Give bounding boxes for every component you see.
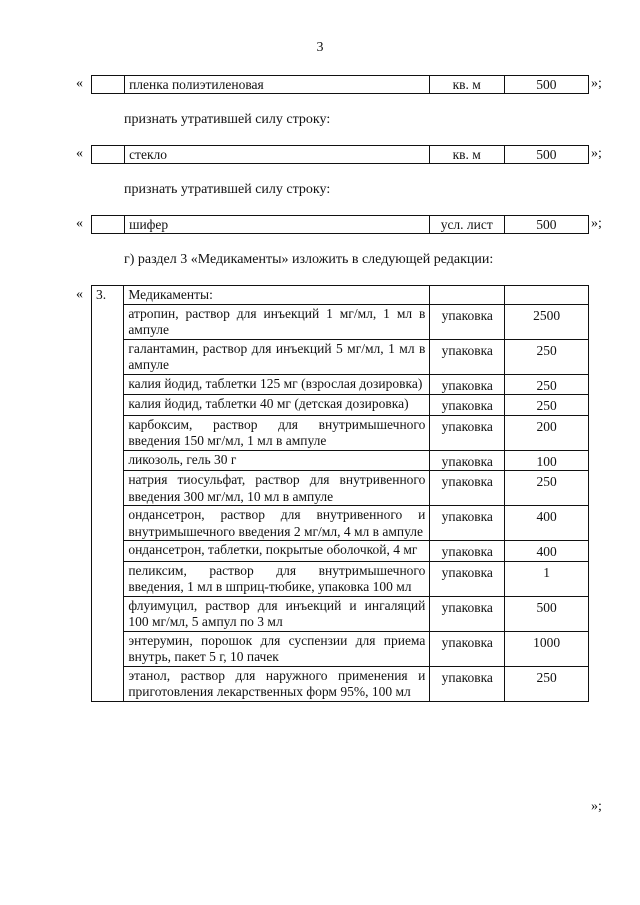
item-unit: упаковка bbox=[430, 450, 505, 471]
item-qty: 200 bbox=[505, 415, 589, 450]
medicines-table bbox=[91, 285, 589, 702]
open-quote: « bbox=[76, 287, 83, 302]
item-unit: упаковка bbox=[430, 339, 505, 374]
item-unit: упаковка bbox=[430, 304, 505, 339]
close-quote: »; bbox=[591, 76, 602, 91]
item-qty: 250 bbox=[505, 374, 589, 395]
item-qty: 250 bbox=[505, 471, 589, 506]
table-row bbox=[92, 596, 589, 631]
close-quote: »; bbox=[591, 146, 602, 161]
strike-intro: признать утратившей силу строку: bbox=[124, 182, 331, 197]
item-unit: упаковка bbox=[430, 541, 505, 562]
table-row bbox=[92, 339, 589, 374]
item-name: натрия тиосульфат, раствор для внутривенного введения 300 мг/мл, 10 мл в ампуле bbox=[124, 471, 430, 506]
item-name: энтерумин, порошок для суспензии для приема внутрь, пакет 5 г, 10 пачек bbox=[124, 631, 430, 666]
item-unit: упаковка bbox=[430, 415, 505, 450]
item-unit: упаковка bbox=[430, 506, 505, 541]
table-row bbox=[92, 415, 589, 450]
item-qty: 250 bbox=[505, 666, 589, 701]
item-unit bbox=[430, 286, 505, 305]
item-unit: усл. лист bbox=[429, 216, 504, 234]
item-unit: кв. м bbox=[429, 146, 504, 164]
table-row bbox=[92, 395, 589, 416]
item-unit: упаковка bbox=[430, 374, 505, 395]
table-row bbox=[92, 541, 589, 562]
table-row bbox=[92, 304, 589, 339]
item-name: галантамин, раствор для инъекций 5 мг/мл, 1 мл в ампуле bbox=[124, 339, 430, 374]
item-name: калия йодид, таблетки 40 мг (детская дозировка) bbox=[124, 395, 430, 416]
item-qty: 250 bbox=[505, 395, 589, 416]
item-name: ликозоль, гель 30 г bbox=[124, 450, 430, 471]
row-number-cell bbox=[92, 146, 125, 164]
table-row bbox=[92, 374, 589, 395]
item-name: стекло bbox=[125, 146, 430, 164]
page-number: 3 bbox=[316, 40, 324, 55]
item-name: калия йодид, таблетки 125 мг (взрослая дозировка) bbox=[124, 374, 430, 395]
open-quote: « bbox=[76, 76, 83, 91]
item-name: пеликсим, раствор для внутримышечного введения, 1 мл в шприц-тюбике, упаковка 100 мл bbox=[124, 561, 430, 596]
item-unit: упаковка bbox=[430, 666, 505, 701]
item-name: ондансетрон, таблетки, покрытые оболочкой, 4 мг bbox=[124, 541, 430, 562]
item-name: ондансетрон, раствор для внутривенного и внутримышечного введения 2 мг/мл, 4 мл в ампуле bbox=[124, 506, 430, 541]
item-name: атропин, раствор для инъекций 1 мг/мл, 1 мл в ампуле bbox=[124, 304, 430, 339]
table-row bbox=[92, 286, 589, 305]
section-intro: г) раздел 3 «Медикаменты» изложить в следующей редакции: bbox=[124, 252, 494, 267]
table-row bbox=[92, 631, 589, 666]
item-qty: 1 bbox=[505, 561, 589, 596]
item-qty: 250 bbox=[505, 339, 589, 374]
item-qty: 400 bbox=[505, 506, 589, 541]
row-number-cell bbox=[92, 76, 125, 94]
table-row bbox=[92, 471, 589, 506]
section-number: 3. bbox=[92, 286, 124, 702]
item-qty: 2500 bbox=[505, 304, 589, 339]
close-quote: »; bbox=[591, 216, 602, 231]
table-row bbox=[92, 666, 589, 701]
strike-row-3 bbox=[91, 215, 589, 234]
strike-row-1 bbox=[91, 75, 589, 94]
item-unit: упаковка bbox=[430, 561, 505, 596]
strike-intro: признать утратившей силу строку: bbox=[124, 112, 331, 127]
strike-row-2 bbox=[91, 145, 589, 164]
section-heading: Медикаменты: bbox=[124, 286, 430, 305]
item-qty: 500 bbox=[505, 596, 589, 631]
table-row bbox=[92, 561, 589, 596]
table-row bbox=[92, 450, 589, 471]
close-quote: »; bbox=[591, 799, 602, 814]
item-name: этанол, раствор для наружного применения и приготовления лекарственных форм 95%, 100 мл bbox=[124, 666, 430, 701]
open-quote: « bbox=[76, 216, 83, 231]
item-qty: 400 bbox=[505, 541, 589, 562]
item-name: пленка полиэтиленовая bbox=[125, 76, 430, 94]
item-name: карбоксим, раствор для внутримышечного введения 150 мг/мл, 1 мл в ампуле bbox=[124, 415, 430, 450]
item-qty: 500 bbox=[504, 216, 588, 234]
item-unit: кв. м bbox=[429, 76, 504, 94]
item-qty: 500 bbox=[504, 146, 588, 164]
open-quote: « bbox=[76, 146, 83, 161]
row-number-cell bbox=[92, 216, 125, 234]
item-qty bbox=[505, 286, 589, 305]
item-qty: 100 bbox=[505, 450, 589, 471]
item-unit: упаковка bbox=[430, 395, 505, 416]
item-unit: упаковка bbox=[430, 471, 505, 506]
table-row bbox=[92, 506, 589, 541]
item-unit: упаковка bbox=[430, 596, 505, 631]
item-name: флуимуцил, раствор для инъекций и ингаляций 100 мг/мл, 5 ампул по 3 мл bbox=[124, 596, 430, 631]
item-name: шифер bbox=[125, 216, 430, 234]
item-qty: 1000 bbox=[505, 631, 589, 666]
item-qty: 500 bbox=[504, 76, 588, 94]
item-unit: упаковка bbox=[430, 631, 505, 666]
